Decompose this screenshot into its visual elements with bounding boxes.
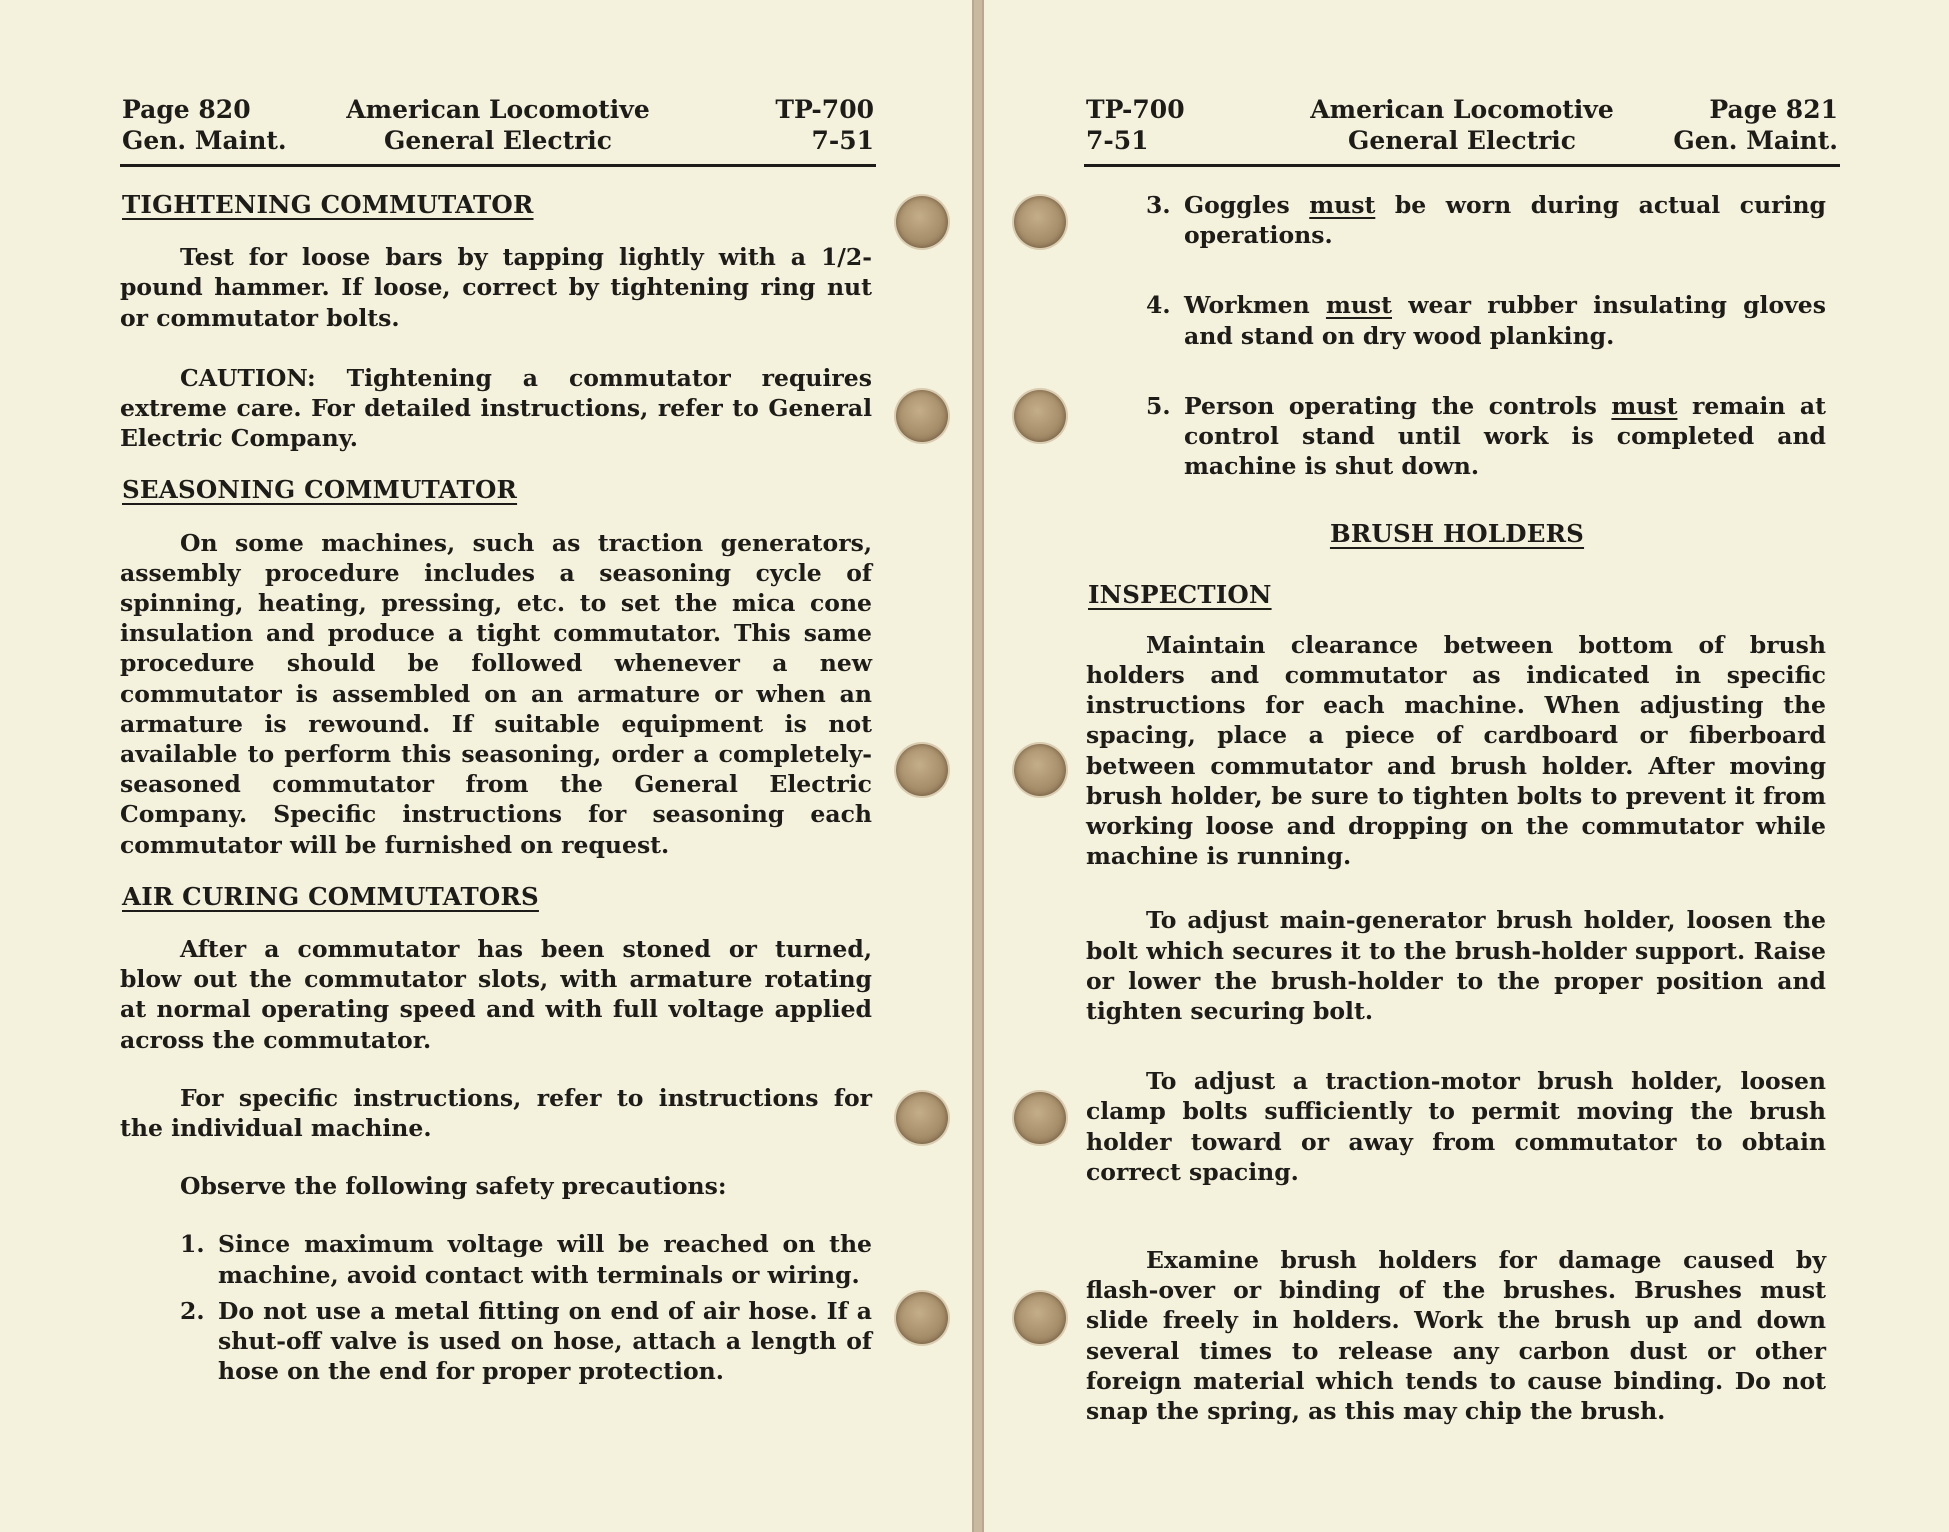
page-number: Page 820 (122, 95, 251, 124)
section-heading-tightening: TIGHTENING COMMUTATOR (122, 190, 534, 219)
list-text: Do not use a metal fitting on end of air hose. If a shut-off valve is used on hose, attach a length of hose on the end for proper protection. (218, 1296, 872, 1386)
left-header-company (120, 94, 876, 156)
doc-number: TP-700 (1086, 95, 1185, 124)
binder-hole (896, 744, 948, 796)
doc-number: TP-700 (775, 95, 874, 124)
list-item (1086, 190, 1826, 250)
company-line-1: American Locomotive (346, 95, 650, 124)
right-page (982, 0, 1949, 1532)
left-page (0, 0, 974, 1532)
paragraph: To adjust a traction-motor brush holder, loosen clamp bolts sufficiently to permit moving the brush holder toward or away from commutator to obtain correct spacing. (1086, 1067, 1826, 1186)
paragraph: Maintain clearance between bottom of brush holders and commutator as indicated in specific instructions for each machine. When adjusting the spacing, place a piece of cardboard or fiberboard between commutator and brush holder. After moving brush holder, be sure to tighten bolts to prevent it from working loose and dropping on the commutator while machine is running. (1086, 630, 1826, 871)
right-page-body (1086, 190, 1826, 1426)
section-label: Gen. Maint. (122, 126, 287, 155)
page-number: Page 821 (1709, 95, 1838, 124)
company-line-2: General Electric (1347, 126, 1577, 155)
list-text-post: be worn during actual curing operations. (1184, 191, 1826, 250)
list-item (120, 1296, 872, 1387)
emphasis-must: must (1309, 191, 1376, 219)
list-number: 5. (1146, 391, 1171, 420)
binder-hole (896, 1292, 948, 1344)
list-text-pre: Workmen (1184, 291, 1326, 320)
doc-date: 7-51 (811, 126, 874, 155)
binder-hole (896, 1092, 948, 1144)
list-number: 1. (180, 1230, 205, 1259)
section-label: Gen. Maint. (1673, 126, 1838, 155)
caution-note: CAUTION: Tightening a commutator requires extreme care. For detailed instructions, refer to General Electric Company. (120, 363, 872, 453)
list-number: 2. (180, 1296, 205, 1325)
binder-hole (896, 390, 948, 442)
binder-hole (1014, 196, 1066, 248)
list-text: Since maximum voltage will be reached on the machine, avoid contact with terminals or wiring. (218, 1230, 872, 1289)
right-page-header (1084, 92, 1840, 167)
right-header-page-info (1673, 94, 1838, 156)
paragraph: For specific instructions, refer to instructions for the individual machine. (120, 1083, 872, 1143)
section-heading-seasoning: SEASONING COMMUTATOR (122, 475, 518, 505)
emphasis-must: must (1325, 291, 1392, 320)
list-text-post: remain at control stand until work is completed and machine is shut down. (1184, 391, 1826, 481)
list-item (120, 1229, 872, 1289)
section-heading-inspection: INSPECTION (1088, 579, 1272, 609)
list-item (1086, 391, 1826, 482)
binder-hole (896, 196, 948, 248)
company-line-2: General Electric (383, 126, 613, 155)
binder-hole (1014, 1292, 1066, 1344)
binder-hole (1014, 744, 1066, 796)
list-text-post: wear rubber insulating gloves and stand on dry wood planking. (1184, 291, 1826, 350)
paragraph: Test for loose bars by tapping lightly with a 1/2-pound hammer. If loose, correct by tightening ring nut or commutator bolts. (120, 243, 872, 332)
section-heading-air-curing: AIR CURING COMMUTATORS (122, 881, 539, 911)
left-page-header (120, 92, 876, 167)
company-line-1: American Locomotive (1310, 95, 1614, 124)
emphasis-must: must (1611, 391, 1678, 420)
list-text-pre: Person operating the controls (1184, 391, 1612, 420)
paragraph: On some machines, such as traction generators, assembly procedure includes a seasoning cycle of spinning, heating, pressing, etc. to set the mica cone insulation and produce a tight commutator. This same procedure should be followed whenever a new commutator is assembled on an armature or when an armature is rewound. If suitable equipment is not available to perform this seasoning, order a completely-seasoned commutator from the General Electric Company. Specific instructions for seasoning each commutator will be furnished on request. (120, 528, 872, 859)
paragraph: Examine brush holders for damage caused by flash-over or binding of the brushes. Brushes must slide freely in holders. Work the brush up and down several times to release any carbon dust or other foreign material which tends to cause binding. Do not snap the spring, as this may chip the brush. (1086, 1246, 1826, 1426)
list-text-pre: Goggles (1184, 191, 1310, 219)
doc-date: 7-51 (1086, 126, 1149, 155)
paragraph: After a commutator has been stoned or turned, blow out the commutator slots, with armature rotating at normal operating speed and with full voltage applied across the commutator. (120, 935, 872, 1054)
binder-hole (1014, 1092, 1066, 1144)
list-number: 4. (1146, 291, 1171, 320)
chapter-title-brush-holders: BRUSH HOLDERS (1329, 519, 1585, 549)
list-number: 3. (1146, 191, 1171, 219)
list-item (1086, 290, 1826, 350)
left-page-body (120, 190, 872, 1387)
binder-hole (1014, 390, 1066, 442)
left-header-doc-info (775, 94, 874, 156)
paragraph: Observe the following safety precautions: (180, 1172, 727, 1201)
paragraph: To adjust main-generator brush holder, loosen the bolt which secures it to the brush-holder support. Raise or lower the brush-holder to the proper position and tighten securing bolt. (1086, 906, 1826, 1026)
